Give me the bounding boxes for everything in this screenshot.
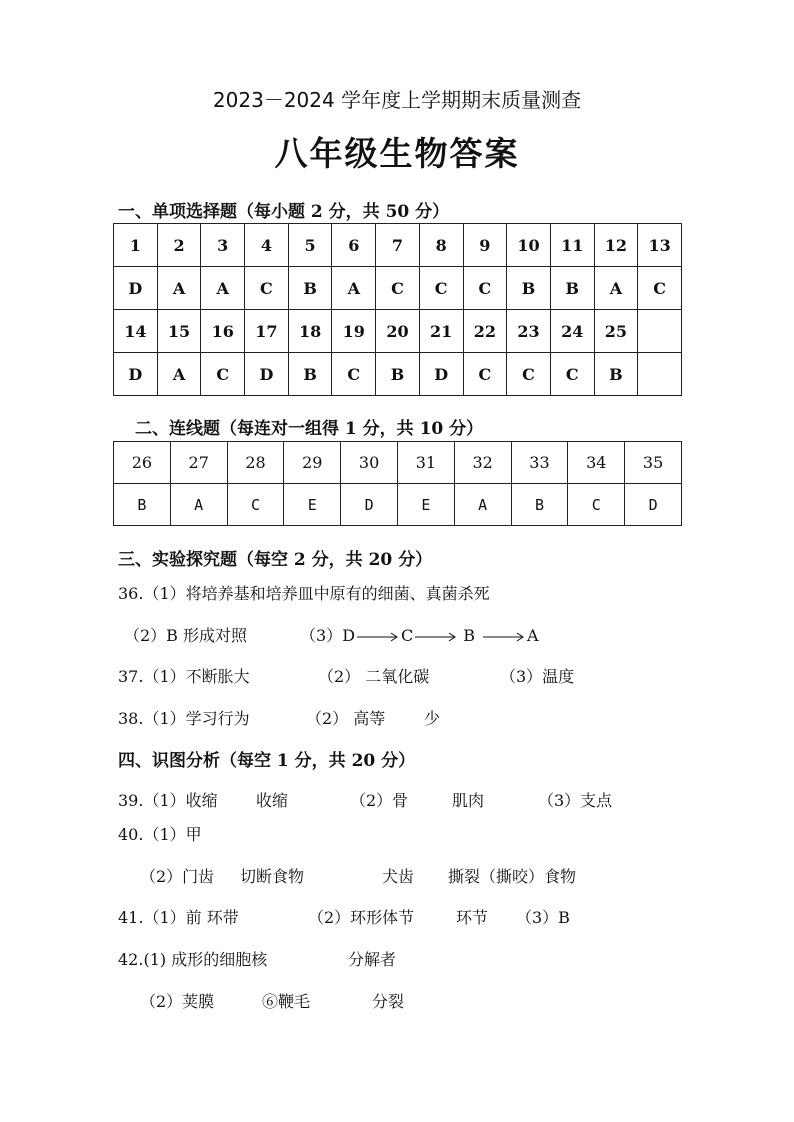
question-number-cell: 11: [550, 224, 594, 267]
q39-part3: （3）支点: [538, 791, 613, 810]
answer-cell: A: [332, 267, 376, 310]
answer-cell: B: [114, 484, 171, 526]
answer-cell: E: [284, 484, 341, 526]
question-number-cell: 9: [463, 224, 507, 267]
question-number-cell: 26: [114, 442, 171, 484]
q36-part3: [300, 623, 539, 646]
answer-cell: C: [245, 267, 289, 310]
question-number-cell: 10: [507, 224, 551, 267]
table-row: [114, 224, 682, 267]
question-number-cell: 4: [245, 224, 289, 267]
q39-part2a: （2）骨: [350, 791, 409, 810]
answer-cell: C: [638, 267, 682, 310]
q40-part2c: 犬齿: [382, 867, 415, 886]
q42-part1b: 分解者: [348, 950, 397, 969]
answer-cell: A: [201, 267, 245, 310]
question-number-cell: 33: [511, 442, 568, 484]
seq-item: A: [527, 626, 539, 645]
question-number-cell: 16: [201, 310, 245, 353]
question-number-cell: 14: [114, 310, 158, 353]
answer-cell: C: [227, 484, 284, 526]
arrow-right-icon: [483, 632, 525, 642]
answer-cell: A: [157, 267, 201, 310]
seq-item: B: [463, 626, 476, 645]
answer-cell: C: [507, 353, 551, 396]
answer-cell: A: [157, 353, 201, 396]
question-number-cell: 20: [376, 310, 420, 353]
q38-part2a: （2） 高等: [306, 709, 386, 728]
question-number-cell: 30: [341, 442, 398, 484]
q39-part1a: 39.（1）收缩: [118, 791, 218, 810]
question-number-cell: 25: [594, 310, 638, 353]
table-row: [114, 310, 682, 353]
q41-part1: 41.（1）前 环带: [118, 908, 239, 927]
answer-cell: D: [419, 353, 463, 396]
answer-cell: A: [170, 484, 227, 526]
seq-item: C: [401, 626, 414, 645]
question-number-cell: 23: [507, 310, 551, 353]
q38-part1: 38.（1）学习行为: [118, 709, 250, 728]
question-number-cell: 34: [568, 442, 625, 484]
answer-cell: A: [454, 484, 511, 526]
answer-cell: D: [341, 484, 398, 526]
answer-cell: B: [376, 353, 420, 396]
answer-cell: B: [550, 267, 594, 310]
answer-cell: C: [201, 353, 245, 396]
question-number-cell: 5: [288, 224, 332, 267]
q41-part3: （3）B: [516, 908, 570, 927]
q36-part1: 36.（1）将培养基和培养皿中原有的细菌、真菌杀死: [118, 584, 490, 603]
answer-cell: C: [463, 353, 507, 396]
q42-part2c: 分裂: [372, 992, 405, 1011]
question-number-cell: 7: [376, 224, 420, 267]
q36-part2: （2）B 形成对照: [124, 626, 248, 645]
q37-part1: 37.（1）不断胀大: [118, 667, 250, 686]
q38-part2b: 少: [424, 709, 441, 728]
question-number-cell: 24: [550, 310, 594, 353]
table-row: [114, 442, 682, 484]
q36-part3-label: （3）: [300, 626, 343, 645]
answer-cell: C: [376, 267, 420, 310]
answer-cell: C: [550, 353, 594, 396]
page-title: 八年级生物答案: [274, 134, 520, 173]
question-number-cell: 17: [245, 310, 289, 353]
question-number-cell: 22: [463, 310, 507, 353]
answer-cell: A: [594, 267, 638, 310]
matching-answer-table: [113, 441, 682, 526]
question-number-cell: 21: [419, 310, 463, 353]
q37-part2: （2） 二氧化碳: [318, 667, 430, 686]
q40-part2b: 切断食物: [240, 867, 305, 886]
table-row: [114, 267, 682, 310]
section4-heading: 四、识图分析（每空 1 分，共 20 分）: [118, 751, 416, 771]
section1-heading: 一、单项选择题（每小题 2 分，共 50 分）: [118, 202, 450, 222]
answer-cell: D: [114, 353, 158, 396]
question-number-cell: 15: [157, 310, 201, 353]
q42-part2a: （2）荚膜: [140, 992, 215, 1011]
question-number-cell: 19: [332, 310, 376, 353]
arrow-right-icon: [415, 632, 457, 642]
answer-cell: D: [625, 484, 682, 526]
answer-cell: B: [288, 267, 332, 310]
question-number-cell: 6: [332, 224, 376, 267]
question-number-cell: 35: [625, 442, 682, 484]
answer-cell: B: [511, 484, 568, 526]
question-number-cell: 13: [638, 224, 682, 267]
q42-part1a: 42.(1) 成形的细胞核: [118, 950, 268, 969]
answer-cell: [638, 353, 682, 396]
q37-part3: （3）温度: [500, 667, 575, 686]
table-row: [114, 353, 682, 396]
q41-part2a: （2）环形体节: [308, 908, 415, 927]
question-number-cell: [638, 310, 682, 353]
seq-item: D: [342, 626, 356, 645]
answer-cell: C: [463, 267, 507, 310]
q42-part2b: ⑥鞭毛: [262, 992, 311, 1011]
answer-cell: B: [507, 267, 551, 310]
q41-part2b: 环节: [456, 908, 489, 927]
answer-cell: D: [245, 353, 289, 396]
q40-part1: 40.（1）甲: [118, 825, 202, 844]
question-number-cell: 2: [157, 224, 201, 267]
answer-cell: D: [114, 267, 158, 310]
table-row: [114, 484, 682, 526]
answer-cell: E: [397, 484, 454, 526]
question-number-cell: 8: [419, 224, 463, 267]
answer-cell: B: [594, 353, 638, 396]
question-number-cell: 12: [594, 224, 638, 267]
section3-heading: 三、实验探究题（每空 2 分，共 20 分）: [118, 550, 433, 570]
single-choice-answer-table: [113, 223, 682, 396]
q40-part2d: 撕裂（撕咬）食物: [448, 867, 577, 886]
question-number-cell: 28: [227, 442, 284, 484]
answer-cell: B: [288, 353, 332, 396]
arrow-right-icon: [357, 632, 399, 642]
question-number-cell: 31: [397, 442, 454, 484]
question-number-cell: 3: [201, 224, 245, 267]
answer-cell: C: [332, 353, 376, 396]
answer-cell: C: [419, 267, 463, 310]
question-number-cell: 1: [114, 224, 158, 267]
question-number-cell: 29: [284, 442, 341, 484]
answer-cell: C: [568, 484, 625, 526]
question-number-cell: 32: [454, 442, 511, 484]
question-number-cell: 18: [288, 310, 332, 353]
exam-subtitle: 2023－2024 学年度上学期期末质量测查: [212, 88, 582, 112]
q40-part2a: （2）门齿: [140, 867, 215, 886]
q39-part2b: 肌肉: [452, 791, 485, 810]
question-number-cell: 27: [170, 442, 227, 484]
section2-heading: 二、连线题（每连对一组得 1 分，共 10 分）: [135, 419, 484, 439]
q39-part1b: 收缩: [256, 791, 289, 810]
